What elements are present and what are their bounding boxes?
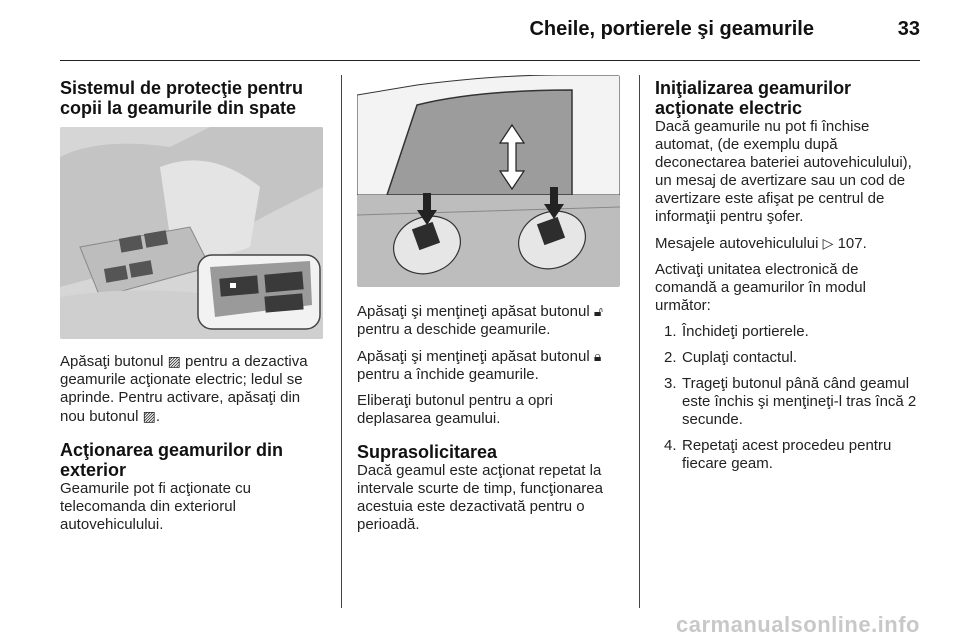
list-item: 3. Trageţi butonul până când geamul este închis şi menţineţi-l tras încă 2 secunde. [664,375,917,428]
column-divider [341,75,342,608]
child-lock-window-icon: ▨ [167,353,181,369]
column-3 [655,78,923,481]
page-reference-arrow-icon: ▷ [822,235,834,251]
steps-list [655,323,923,473]
paragraph: Activaţi unitatea electronică de comandă a geamurilor în modul următor: [655,261,866,314]
column-divider [639,75,640,608]
section-heading: Iniţializarea geamurilor acţionate electric [655,78,852,118]
car-window-remote-drawing [357,75,620,287]
paragraph: Eliberaţi butonul pentru a opri deplasarea geamului. [357,392,553,427]
page-number: 33 [897,18,920,40]
list-item: 1. Închideţi portierele. [664,323,809,340]
section-heading: Suprasolicitarea [357,442,498,462]
page-header-title: Cheile, portierele şi geamurile [529,18,814,40]
paragraph: Apăsaţi butonul ▨ pentru a dezactiva geamurile acţionate electric; ledul se aprinde. Pentru activare, apăsaţi din nou butonul ▨. [60,353,308,425]
column-2-body [357,302,625,542]
paragraph: Geamurile pot fi acţionate cu telecomanda din exteriorul autovehiculului. [60,480,251,533]
paragraph: Dacă geamul este acţionat repetat la intervale scurte de timp, funcţionarea acestuia este dezactivată pentru o perioadă. [357,462,603,533]
header-divider [60,60,920,61]
page-reference-link[interactable]: 107. [837,235,867,252]
paragraph: Dacă geamurile nu pot fi închise automat, (de exemplu după deconectarea bateriei autovehiculului), un mesaj de avertizare sau un cod de avertizare este afişat pe centrul de informaţii pentru şofer. [655,118,912,225]
door-panel-drawing [60,127,323,339]
child-lock-window-icon: ▨ [142,408,156,424]
remote-window-illustration [357,75,620,287]
child-lock-switch-illustration [60,127,323,339]
paragraph: Apăsaţi şi menţineţi apăsat butonul 🔒︎ pentru a închide geamurile. [357,348,602,383]
section-heading: Sistemul de protecţie pentru copii la geamurile din spate [60,78,304,118]
list-item: 4. Repetaţi acest procedeu pentru fiecare geam. [664,437,892,472]
section-heading: Acţionarea geamurilor din exterior [60,440,284,480]
paragraph: Apăsaţi şi menţineţi apăsat butonul 🔓︎ pentru a deschide geamurile. [357,303,603,338]
unlock-icon: 🔓︎ [593,303,603,319]
list-item: 2. Cuplaţi contactul. [664,349,798,366]
watermark: carmanualsonline.info [676,612,920,637]
column-1-body [60,352,328,542]
column-1 [60,78,328,118]
lock-icon: 🔒︎ [593,348,602,364]
paragraph: Mesajele autovehiculului ▷ 107. [655,235,867,252]
